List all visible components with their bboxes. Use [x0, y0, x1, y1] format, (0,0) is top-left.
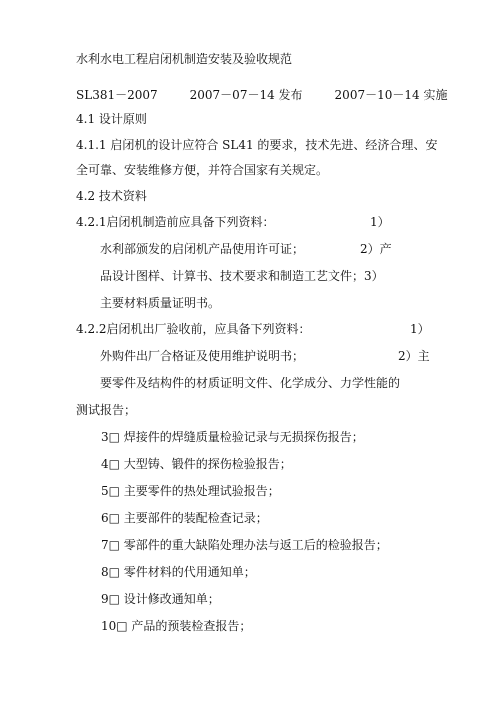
list-item: 9□ 设计修改通知单； — [101, 592, 220, 606]
clause-4-2-2-item-2: 要零件及结构件的材质证明文件、化学成分、力学性能的 — [100, 376, 401, 390]
clause-4-2-1-item-2: 品设计图样、计算书、技术要求和制造工艺文件； — [100, 269, 365, 283]
list-item: 3□ 焊接件的焊缝质量检验记录与无损探伤报告； — [101, 430, 364, 444]
clause-4-2-1-item-3: 主要材料质量证明书。 — [100, 296, 221, 310]
clause-4-2-2-number-1: 1） — [410, 322, 430, 336]
publish-date: 2007－07－14 发布 — [189, 88, 303, 102]
clause-4-2-1: 4.2.1启闭机制造前应具备下列资料： — [76, 215, 275, 229]
clause-4-1-1-line-2: 全可靠、安装维修方便，并符合国家有关规定。 — [76, 163, 329, 177]
clause-4-2-2-item-1: 外购件出厂合格证及使用维护说明书； — [100, 349, 305, 363]
clause-4-2-2-number-2: 2）主 — [398, 349, 430, 363]
list-item: 5□ 主要零件的热处理试验报告； — [101, 484, 280, 498]
standard-meta — [76, 87, 447, 103]
clause-4-2-1-number-1: 1） — [370, 215, 390, 229]
list-item: 7□ 零部件的重大缺陷处理办法与返工后的检验报告； — [101, 538, 388, 552]
clause-4-1-1-line-1: 4.1.1 启闭机的设计应符合 SL41 的要求，技术先进、经济合理、安 — [76, 138, 438, 152]
list-item: 10□ 产品的预装检查报告； — [101, 619, 252, 633]
document-title: 水利水电工程启闭机制造安装及验收规范 — [76, 52, 293, 66]
clause-4-2-2: 4.2.2启闭机出厂验收前，应具备下列资料： — [76, 322, 311, 336]
section-4-1-heading: 4.1 设计原则 — [76, 112, 147, 126]
clause-4-2-1-number-3: 3） — [364, 269, 384, 283]
clause-4-2-1-number-2: 2）产 — [360, 242, 392, 256]
list-item: 8□ 零件材料的代用通知单； — [101, 565, 256, 579]
clause-4-2-2-item-2-continuation: 测试报告； — [76, 403, 137, 417]
list-item: 6□ 主要部件的装配检查记录； — [101, 511, 268, 525]
clause-4-2-1-item-1: 水利部颁发的启闭机产品使用许可证； — [100, 242, 305, 256]
standard-code: SL381－2007 — [76, 88, 158, 102]
implement-date: 2007－10－14 实施 — [334, 88, 448, 102]
section-4-2-heading: 4.2 技术资料 — [76, 189, 147, 203]
list-item: 4□ 大型铸、锻件的探伤检验报告； — [101, 457, 292, 471]
